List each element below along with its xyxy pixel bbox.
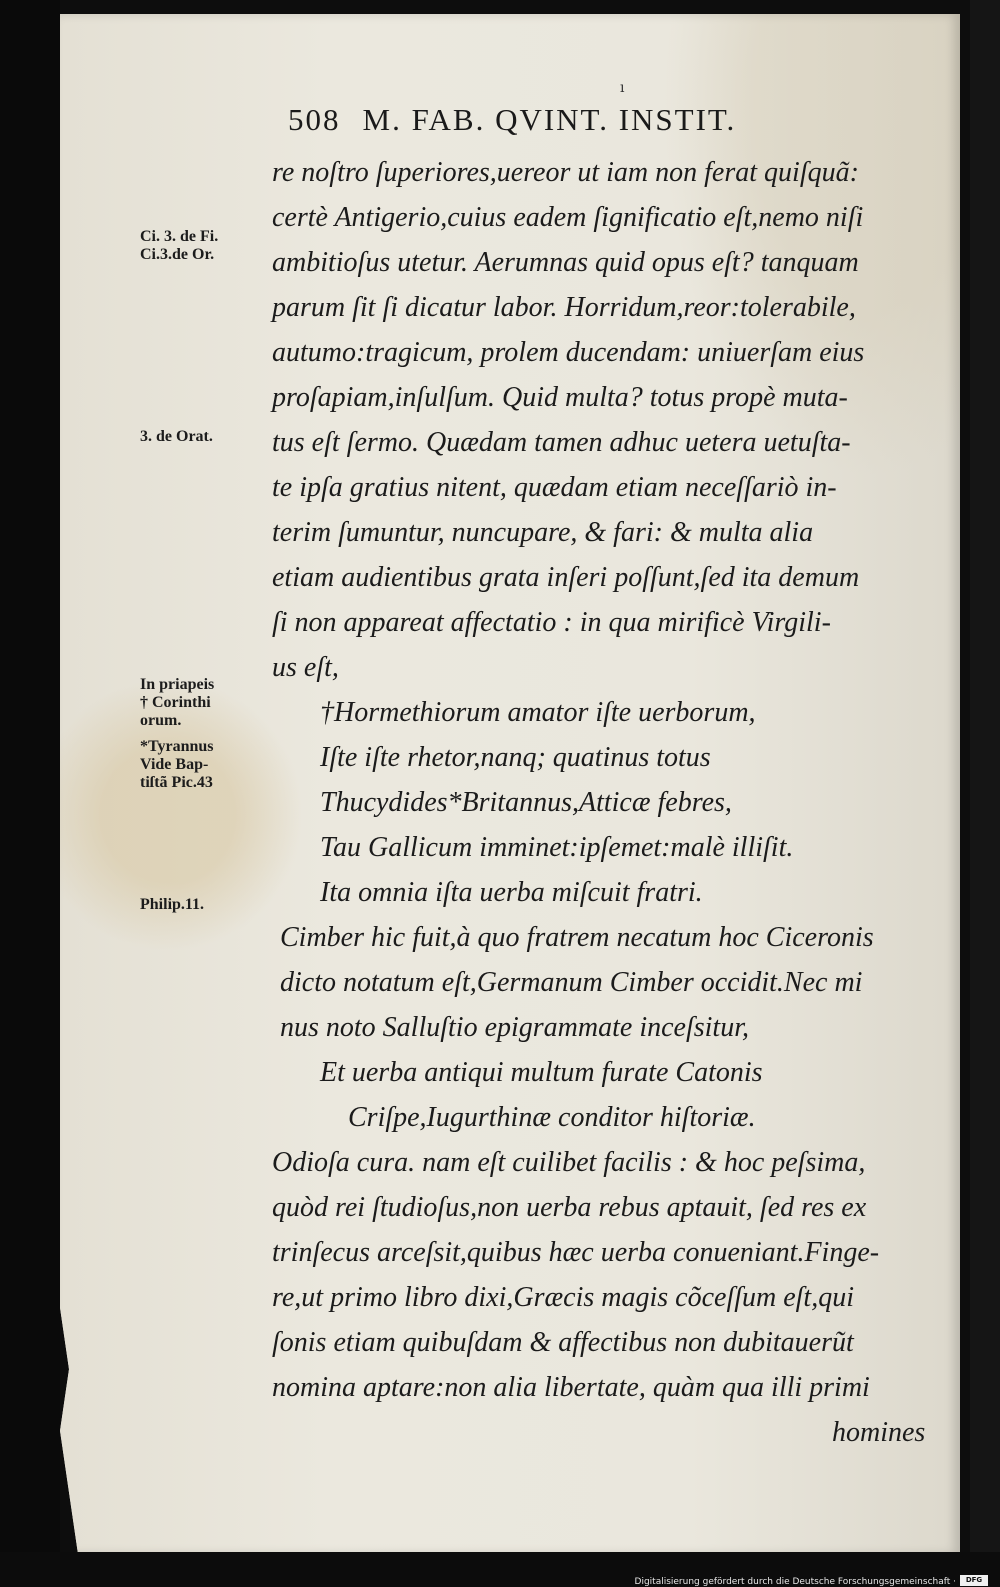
text-line: autumo:tragicum, prolem ducendam: uniuerſam eius (272, 337, 865, 368)
margin-note: *Tyrannus (140, 738, 214, 755)
text-line: dicto notatum eſt,Germanum Cimber occidit.Nec mi (280, 967, 863, 998)
text-line: trinſecus arceſsit,quibus hæc uerba conueniant.Finge- (272, 1237, 880, 1268)
text-line: tus eſt ſermo. Quædam tamen adhuc uetera uetuſta- (272, 427, 851, 458)
running-title: M. FAB. QVINT. INSTIT. (362, 102, 737, 137)
margin-note: orum. (140, 712, 182, 729)
text-line: re,ut primo libro dixi,Græcis magis cõceſſum eſt,qui (272, 1282, 854, 1313)
text-line: ſonis etiam quibuſdam & affectibus non dubitauerũt (272, 1327, 854, 1358)
margin-note: Ci.3.de Or. (140, 246, 215, 263)
text-line: nomina aptare:non alia libertate, quàm qua illi primi (272, 1372, 870, 1403)
margin-note: Vide Bap- (140, 756, 209, 773)
funding-credit: Digitalisierung gefördert durch die Deutsche Forschungsgemeinschaft · (634, 1577, 956, 1587)
margin-note: tiſtã Pic.43 (140, 774, 213, 791)
margin-note: Philip.11. (140, 896, 205, 913)
margin-note: Ci. 3. de Fi. (140, 228, 219, 245)
text-line: Odioſa cura. nam eſt cuilibet facilis : & hoc peſsima, (272, 1147, 866, 1178)
verse-line: Ita omnia iſta uerba miſcuit fratri. (320, 877, 703, 908)
text-line: certè Antigerio,cuius eadem ſignificatio eſt,nemo niſi (272, 202, 864, 233)
ink-speck: ı (620, 80, 625, 96)
page-number: 508 (288, 102, 341, 137)
margin-note: † Corinthi (140, 694, 211, 711)
text-line: ſi non appareat affectatio : in qua mirificè Virgili- (272, 607, 831, 638)
text-line: nus noto Salluſtio epigrammate inceſsitur, (280, 1012, 749, 1043)
verse-line: †Hormethiorum amator iſte uerborum, (320, 697, 756, 728)
text-line: Cimber hic fuit,à quo fratrem necatum hoc Ciceronis (280, 922, 874, 953)
margin-note: In priapeis (140, 676, 215, 693)
text-line: ambitioſus utetur. Aerumnas quid opus eſt? tanquam (272, 247, 859, 278)
verse-line: Thucydides*Britannus,Atticæ febres, (320, 787, 732, 818)
verse-line: Iſte iſte rhetor,nanq; quatinus totus (320, 742, 711, 773)
text-line: parum ſit ſi dicatur labor. Horridum,reor:tolerabile, (272, 292, 856, 323)
text-line: quòd rei ſtudioſus,non uerba rebus aptauit, ſed res ex (272, 1192, 867, 1223)
text-line: re noſtro ſuperiores,uereor ut iam non ferat quiſquã: (272, 157, 859, 188)
margin-note: 3. de Orat. (140, 428, 213, 445)
running-head (288, 102, 898, 138)
text-line: te ipſa gratius nitent, quædam etiam neceſſariò in- (272, 472, 837, 503)
catchword: homines (832, 1417, 926, 1448)
verse-line: Et uerba antiqui multum furate Catonis (320, 1057, 763, 1088)
text-line: proſapiam,inſulſum. Quid multa? totus propè muta- (272, 382, 848, 413)
text-line: terim ſumuntur, nuncupare, & fari: & multa alia (272, 517, 814, 548)
verse-line: Criſpe,Iugurthinæ conditor hiſtoriæ. (348, 1102, 756, 1133)
text-line: us eſt, (272, 652, 339, 683)
dfg-logo: DFG (960, 1575, 988, 1586)
scan-background-right (970, 0, 1000, 1587)
scan-background-left (0, 0, 60, 1587)
text-line: etiam audientibus grata inſeri poſſunt,ſed ita demum (272, 562, 860, 593)
verse-line: Tau Gallicum imminet:ipſemet:malè illiſit. (320, 832, 794, 863)
